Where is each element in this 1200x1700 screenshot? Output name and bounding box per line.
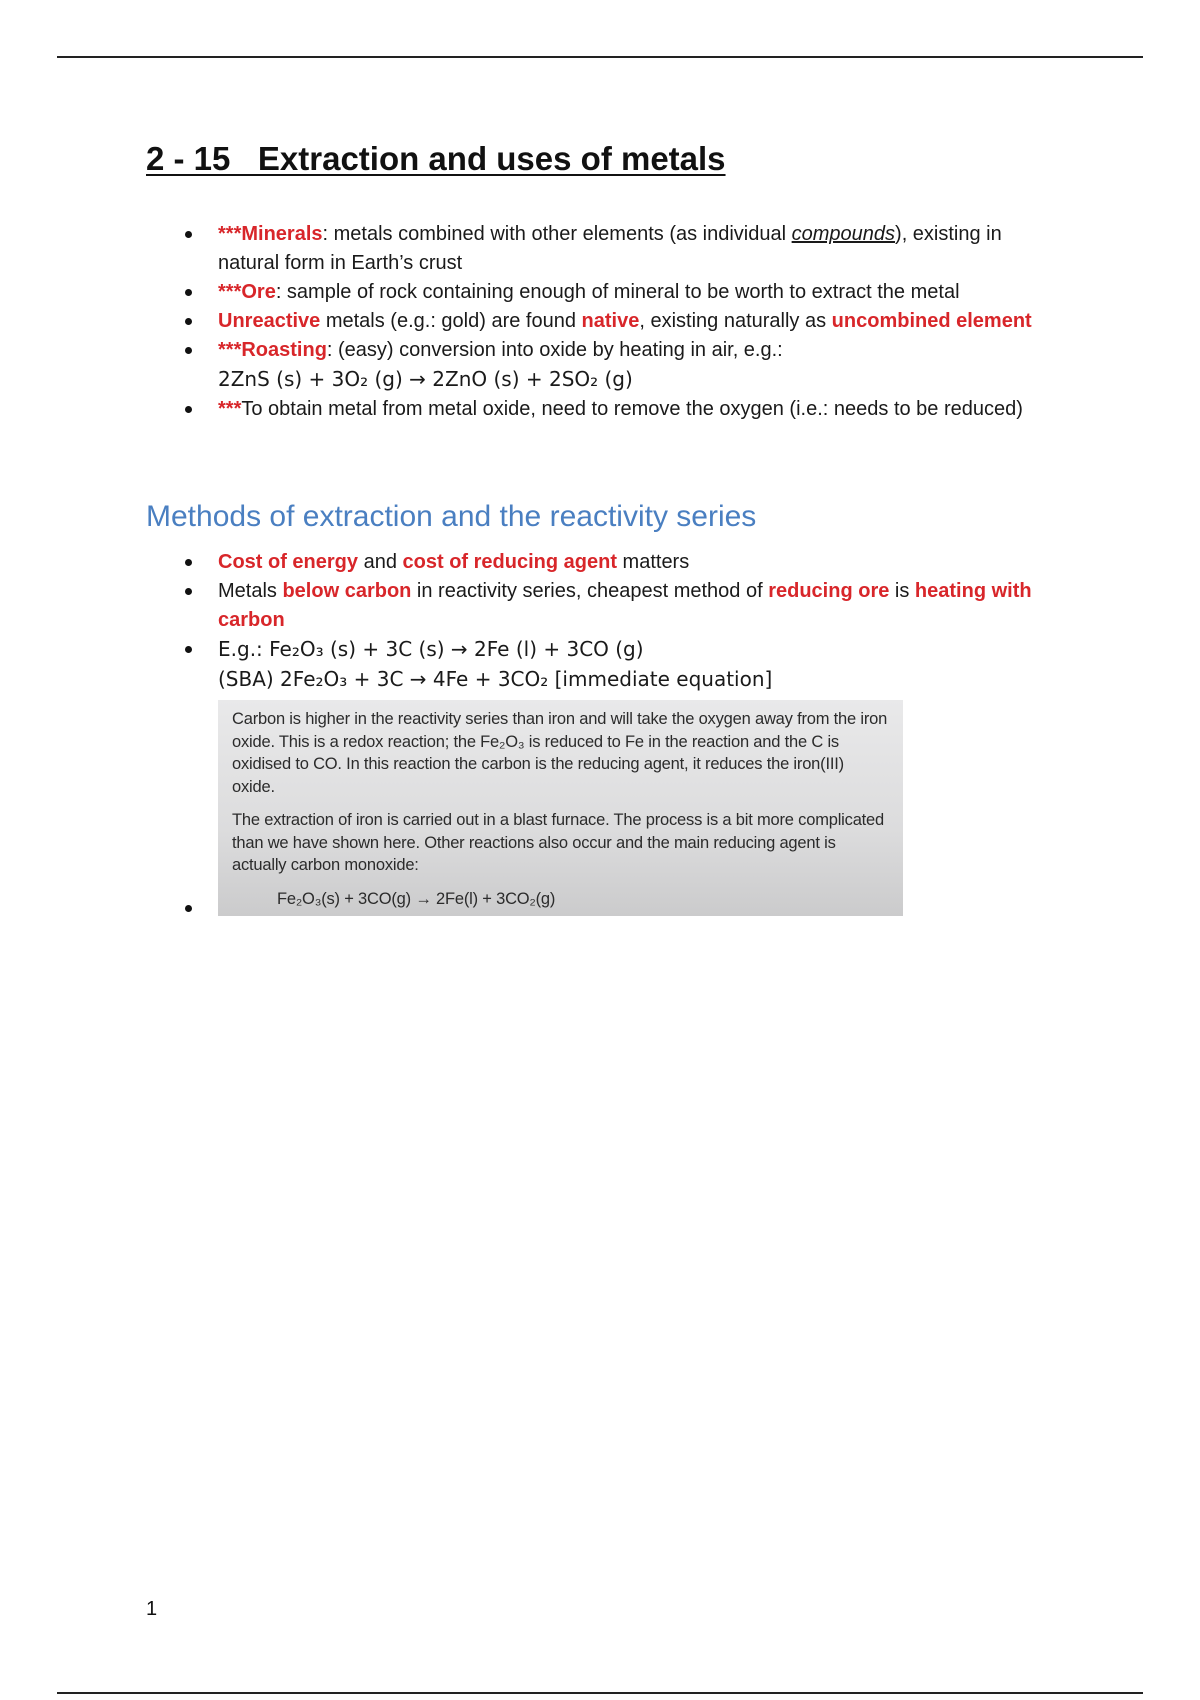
- list-item-minerals: [146, 220, 1066, 278]
- item-text: : sample of rock containing enough of mineral to be worth to extract the metal: [275, 281, 960, 303]
- section-list: [146, 548, 1066, 916]
- item-text: in reactivity series, cheapest method of: [411, 580, 769, 602]
- keyword: Cost of energy: [218, 551, 359, 573]
- excerpt-paragraph: Carbon is higher in the reactivity series than iron and will take the oxygen away from the iron oxide. This is a redox reaction; the Fe₂O₃ is reduced to Fe in the reaction and the C is oxidised to CO. In this reaction the carbon is the reducing agent, it reduces the iron(III) oxide.: [232, 710, 888, 796]
- list-item-reduce: [146, 395, 1066, 424]
- roasting-equation: 2ZnS (s) + 3O₂ (g) → 2ZnO (s) + 2SO₂ (g): [218, 367, 633, 391]
- emphasis: compounds: [791, 223, 896, 245]
- example-equation: E.g.: Fe₂O₃ (s) + 3C (s) → 2Fe (l) + 3CO (g): [218, 637, 644, 661]
- list-item-photo: [146, 700, 1066, 916]
- keyword: cost of reducing agent: [402, 551, 617, 573]
- keyword: ***Ore: [218, 281, 276, 303]
- sba-equation: (SBA) 2Fe₂O₃ + 3C → 4Fe + 3CO₂ [immediate equation]: [218, 667, 773, 691]
- excerpt-equation: Fe₂O₃(s) + 3CO(g) → 2Fe(l) + 3CO₂(g): [277, 889, 556, 908]
- item-text: : metals combined with other elements (as individual: [322, 223, 792, 245]
- excerpt-paragraph: The extraction of iron is carried out in a blast furnace. The process is a bit more complicated than we have shown here. Other reactions also occur and the main reducing agent is actually carbon monoxide:: [232, 811, 885, 874]
- keyword: Unreactive: [218, 310, 321, 332]
- keyword: ***Minerals: [218, 223, 323, 245]
- textbook-excerpt-image: [218, 700, 903, 916]
- section-heading-wrap: [146, 500, 1066, 534]
- item-text: is: [889, 580, 915, 602]
- keyword: ***: [218, 398, 242, 420]
- list-item-native: [146, 307, 1066, 336]
- keyword: reducing ore: [768, 580, 890, 602]
- page-title: 2 - 15 Extraction and uses of metals: [146, 140, 726, 177]
- item-text: and: [358, 551, 403, 573]
- keyword: native: [581, 310, 640, 332]
- keyword: ***Roasting: [218, 339, 327, 361]
- list-item-ore: [146, 278, 1066, 307]
- list-item-cost: [146, 548, 1066, 577]
- list-item-carbon: [146, 577, 1066, 635]
- item-text: matters: [616, 551, 690, 573]
- page-number: 1: [146, 1598, 158, 1620]
- keyword: uncombined element: [831, 310, 1032, 332]
- keyword: heating with carbon: [218, 580, 1032, 631]
- item-text: , existing naturally as: [639, 310, 832, 332]
- item-text: metals (e.g.: gold) are found: [320, 310, 582, 332]
- header-rule: [57, 56, 1143, 58]
- intro-list: [146, 220, 1066, 424]
- section-heading: Methods of extraction and the reactivity series: [146, 500, 757, 533]
- item-text: Metals: [218, 580, 283, 602]
- item-text: ), existing in natural form in Earth’s crust: [218, 223, 1002, 274]
- list-item-roasting: [146, 336, 1066, 395]
- document-body: [146, 140, 1066, 916]
- footer-rule: [57, 1692, 1143, 1694]
- keyword: below carbon: [282, 580, 412, 602]
- item-text: : (easy) conversion into oxide by heating in air, e.g.:: [326, 339, 783, 361]
- list-item-example: [146, 635, 1066, 695]
- item-text: To obtain metal from metal oxide, need to remove the oxygen (i.e.: needs to be reduced): [241, 398, 1023, 420]
